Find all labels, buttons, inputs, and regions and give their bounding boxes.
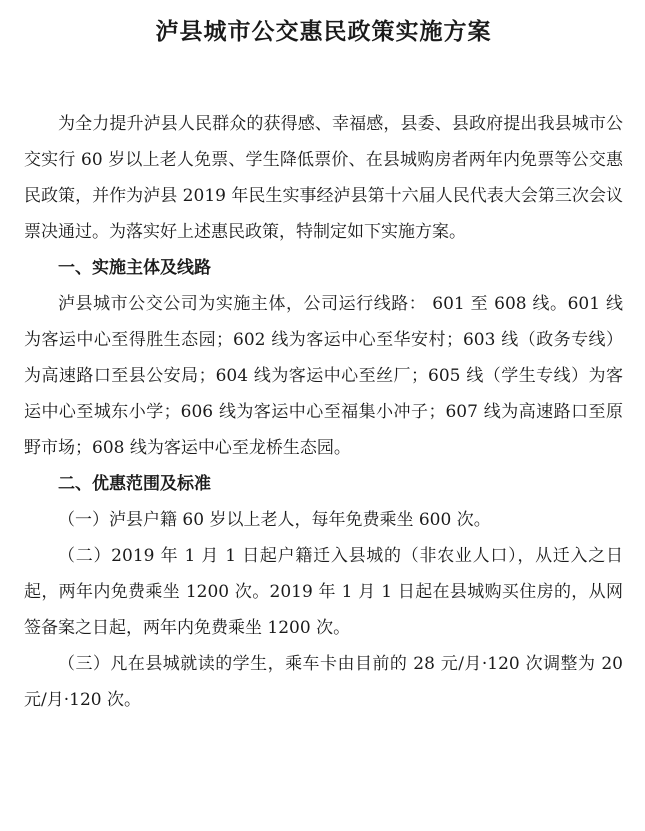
- document-title: 泸县城市公交惠民政策实施方案: [155, 19, 492, 45]
- section-paragraph-routes: 泸县城市公交公司为实施主体，公司运行线路： 601 至 608 线。601 线为客运中心至得胜生态园；602 线为客运中心至华安村；603 线（政务专线）为高速路口至县公安局；604 线为客运中心至丝厂；605 线（学生专线）为客运中心至城东小学；606 线为客运中心至福集小冲子；607 线为高速路口至原野市场；608 线为客运中心至龙桥生态园。: [24, 294, 623, 458]
- section-heading-implementation: 一、实施主体及线路: [58, 258, 211, 278]
- intro-paragraph: 为全力提升泸县人民群众的获得感、幸福感，县委、县政府提出我县城市公交实行 60 岁以上老人免票、学生降低票价、在县城购房者两年内免票等公交惠民政策，并作为泸县 2019 年民生实事经泸县第十六届人民代表大会第三次会议票决通过。为落实好上述惠民政策，特制定如下实施方案。: [24, 114, 623, 242]
- section-heading-benefits: 二、优惠范围及标准: [58, 474, 211, 494]
- benefit-item-residents: （二）2019 年 1 月 1 日起户籍迁入县城的（非农业人口），从迁入之日起，两年内免费乘坐 1200 次。2019 年 1 月 1 日起在县城购买住房的，从网签备案之日起，两年内免费乘坐 1200 次。: [24, 546, 623, 638]
- benefit-item-students: （三）凡在县城就读的学生，乘车卡由目前的 28 元/月·120 次调整为 20 元/月·120 次。: [24, 654, 623, 710]
- benefit-item-elderly: （一）泸县户籍 60 岁以上老人，每年免费乘坐 600 次。: [58, 510, 491, 530]
